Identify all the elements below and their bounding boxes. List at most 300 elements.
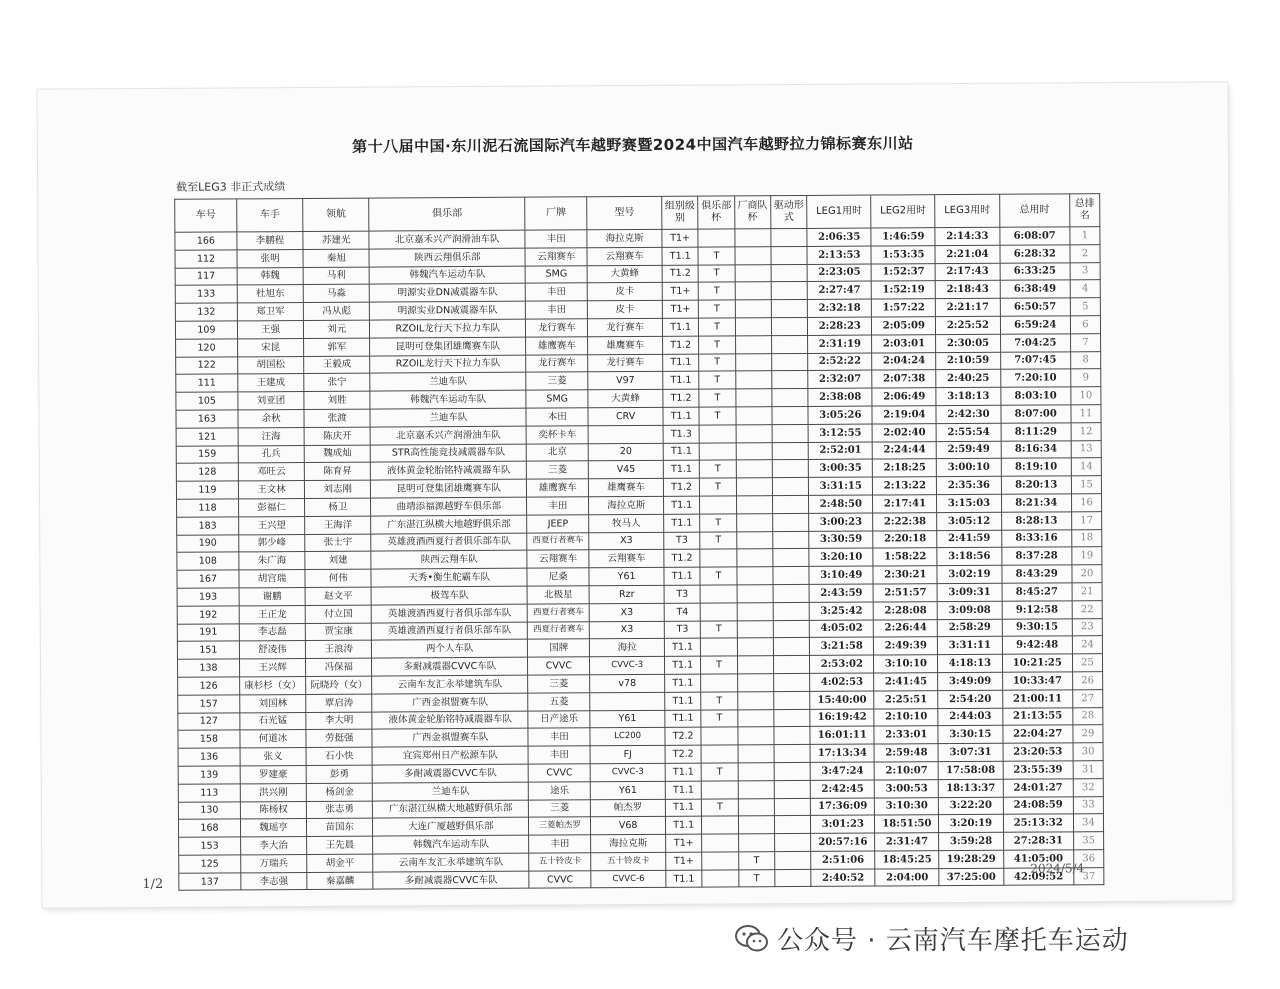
table-cell: Y61 — [589, 567, 664, 585]
table-cell: 何伟 — [305, 569, 371, 587]
table-cell: T1.3 — [663, 425, 699, 443]
table-cell — [772, 406, 808, 424]
table-cell: 2 — [1070, 244, 1100, 262]
table-cell: T1.1 — [665, 656, 701, 674]
table-cell: 16:01:11 — [810, 726, 874, 744]
table-cell: 9:30:15 — [1002, 618, 1073, 636]
table-cell: 2:38:08 — [808, 388, 872, 406]
table-cell: 3:01:23 — [811, 815, 875, 833]
table-cell: 龙行赛车 — [588, 354, 663, 372]
table-cell: 2:17:43 — [936, 263, 1000, 281]
table-cell: 郭少峰 — [239, 534, 305, 552]
table-cell — [737, 585, 773, 603]
table-cell: 3:18:56 — [937, 548, 1001, 566]
table-cell: T1.1 — [666, 870, 702, 888]
table-cell: 1:52:37 — [871, 263, 935, 281]
column-header: 领航 — [303, 198, 369, 231]
table-cell — [775, 851, 811, 869]
table-cell: 2:22:38 — [873, 512, 937, 530]
table-cell: 张志勇 — [307, 801, 373, 819]
table-cell: T2.2 — [665, 745, 701, 763]
table-cell: 126 — [178, 677, 240, 695]
column-header: LEG3用时 — [935, 194, 999, 227]
table-cell — [772, 478, 808, 496]
table-cell: T1.1 — [665, 781, 701, 799]
table-cell: 刘亚团 — [238, 392, 304, 410]
table-cell: 36 — [1074, 850, 1104, 868]
table-cell: 王兴望 — [239, 516, 305, 534]
table-cell: 杨剑金 — [306, 783, 372, 801]
table-cell: 奕杯卡车 — [526, 426, 588, 444]
table-cell — [772, 424, 808, 442]
table-cell: 李志强 — [241, 872, 307, 890]
table-cell — [698, 229, 734, 247]
table-cell: T — [699, 300, 735, 318]
table-cell: Y61 — [590, 781, 665, 799]
table-cell: 罗建豪 — [240, 765, 306, 783]
table-cell: 明源实业DN减震器车队 — [370, 284, 526, 303]
table-cell — [737, 620, 773, 638]
table-cell: 日产途乐 — [528, 710, 590, 728]
table-cell: T1.1 — [663, 354, 699, 372]
table-cell: 大黄蜂 — [588, 389, 663, 407]
table-cell: 22 — [1072, 600, 1102, 618]
table-cell: 24:08:59 — [1003, 796, 1074, 814]
table-cell: 1:46:59 — [871, 228, 935, 246]
table-cell: 119 — [176, 481, 238, 499]
table-cell: 英雄渡酒西夏行者俱乐部车队 — [372, 604, 528, 623]
table-cell: 韩魏 — [237, 267, 303, 285]
table-cell: 8:43:29 — [1001, 565, 1072, 583]
table-cell: 8:20:13 — [1001, 476, 1072, 494]
table-cell — [774, 727, 810, 745]
table-cell: 2:41:45 — [874, 673, 938, 691]
table-cell: CVVC-6 — [591, 870, 666, 888]
table-cell — [702, 781, 738, 799]
table-cell: 18:13:37 — [939, 779, 1003, 797]
table-cell: 22:04:27 — [1002, 725, 1073, 743]
table-cell: 2:41:59 — [937, 530, 1001, 548]
table-cell: 刘志刚 — [305, 480, 371, 498]
table-cell: 邓旺云 — [238, 463, 304, 481]
table-cell: 刘元 — [304, 320, 370, 338]
table-cell: 20 — [588, 443, 663, 461]
table-cell — [773, 513, 809, 531]
table-cell: 雄鹰赛车 — [589, 478, 664, 496]
table-cell — [773, 602, 809, 620]
table-cell: 112 — [175, 250, 237, 268]
table-cell: Y61 — [590, 710, 665, 728]
table-cell: 3:20:10 — [809, 548, 873, 566]
table-cell: 北极星 — [527, 586, 589, 604]
table-cell: 3:12:55 — [808, 424, 872, 442]
table-cell: 1:57:22 — [872, 299, 936, 317]
table-cell: 刘胜 — [304, 391, 370, 409]
table-cell: T — [700, 478, 736, 496]
table-cell: 彭福仁 — [238, 498, 304, 516]
table-cell: 丰田 — [528, 728, 590, 746]
table-cell: T — [700, 514, 736, 532]
table-cell: 168 — [178, 819, 240, 837]
table-cell: 张明 — [237, 249, 303, 267]
table-cell — [738, 816, 774, 834]
table-cell: 阮晓玲（女） — [306, 676, 372, 694]
table-cell: 6:33:25 — [1000, 262, 1071, 280]
table-cell — [736, 407, 772, 425]
wechat-logo-icon — [735, 924, 769, 954]
column-header: 总用时 — [999, 194, 1070, 227]
table-cell: 兰迪车队 — [370, 408, 526, 427]
table-cell: 云翔赛车 — [587, 247, 662, 265]
table-cell: 2:55:54 — [936, 423, 1000, 441]
table-cell — [702, 870, 738, 888]
table-cell: 7:04:25 — [1000, 334, 1071, 352]
document-date: 2024/5/4 — [1030, 861, 1085, 876]
table-cell: 3:07:31 — [938, 743, 1002, 761]
table-cell — [772, 353, 808, 371]
table-cell: 2:13:22 — [873, 477, 937, 495]
table-cell: 2:05:09 — [872, 317, 936, 335]
table-cell: 王建成 — [238, 374, 304, 392]
column-header: 厂牌 — [525, 197, 587, 230]
table-cell: 龙行赛车 — [526, 354, 588, 372]
table-cell: 云南车友汇永举建筑车队 — [373, 853, 529, 872]
table-cell: 三菱 — [526, 372, 588, 390]
table-cell — [737, 709, 773, 727]
table-cell: T — [701, 692, 737, 710]
table-cell: T — [701, 709, 737, 727]
table-cell: 2:13:53 — [807, 246, 871, 264]
table-cell — [701, 745, 737, 763]
table-cell — [736, 513, 772, 531]
table-cell: CVVC — [528, 764, 590, 782]
table-cell: 118 — [177, 499, 239, 517]
table-cell: 丰田 — [526, 283, 588, 301]
table-cell — [774, 780, 810, 798]
table-cell — [771, 282, 807, 300]
table-cell: 2:35:36 — [937, 476, 1001, 494]
table-cell: 苗国东 — [307, 818, 373, 836]
table-cell: 6 — [1070, 316, 1100, 334]
table-cell: T — [700, 567, 736, 585]
table-cell: 赵文平 — [305, 587, 371, 605]
table-cell: 28 — [1073, 707, 1103, 725]
table-cell — [701, 638, 737, 656]
table-cell: 宜宾郑州日产松源车队 — [372, 746, 528, 765]
table-cell: T3 — [664, 585, 700, 603]
table-cell: 1:58:22 — [873, 548, 937, 566]
table-cell: T1.1 — [665, 710, 701, 728]
table-cell: 2:14:33 — [935, 227, 999, 245]
table-cell: T3 — [664, 621, 700, 639]
table-cell: 西夏行者赛车 — [528, 621, 590, 639]
table-cell: 2:53:02 — [810, 655, 874, 673]
column-header: 型号 — [587, 196, 662, 229]
table-cell: 广西金祺盟赛车队 — [372, 693, 528, 712]
table-cell: 马淼 — [303, 285, 369, 303]
table-cell: 17 — [1072, 511, 1102, 529]
table-cell: 17:36:09 — [811, 798, 875, 816]
table-cell: CRV — [588, 407, 663, 425]
table-cell: X3 — [589, 532, 664, 550]
table-cell: 9:42:48 — [1002, 636, 1073, 654]
table-cell: 105 — [176, 392, 238, 410]
table-cell: 3:05:12 — [937, 512, 1001, 530]
table-cell: 21:13:55 — [1002, 707, 1073, 725]
table-cell — [773, 549, 809, 567]
table-cell: 魏瑶亨 — [240, 819, 306, 837]
table-cell: T — [699, 336, 735, 354]
table-cell: T1+ — [666, 852, 702, 870]
table-cell: 多耐减震器CVVC车队 — [372, 657, 528, 676]
table-cell: 丰田 — [529, 835, 591, 853]
table-cell: 2:30:21 — [873, 566, 937, 584]
table-cell: 3:00:23 — [809, 513, 873, 531]
table-cell — [772, 442, 808, 460]
table-cell: 牧马人 — [589, 514, 664, 532]
table-cell — [735, 229, 771, 247]
table-cell — [738, 834, 774, 852]
table-cell: 2:10:07 — [874, 762, 938, 780]
table-cell: CVVC-3 — [590, 656, 665, 674]
table-cell — [588, 425, 663, 443]
table-cell: 2:21:17 — [936, 298, 1000, 316]
column-header: 总排名 — [1070, 194, 1100, 227]
table-cell: 秦旭 — [303, 249, 369, 267]
table-cell: 韩魏汽车运动车队 — [373, 835, 529, 854]
table-cell: 陈育昇 — [304, 462, 370, 480]
table-cell — [735, 264, 771, 282]
table-cell: 杨卫 — [305, 498, 371, 516]
table-cell: T1.1 — [663, 371, 699, 389]
table-cell: LC200 — [590, 728, 665, 746]
table-cell: 王文林 — [238, 481, 304, 499]
table-cell: 3 — [1070, 262, 1100, 280]
table-cell: T1.2 — [662, 265, 698, 283]
table-cell: 2:26:44 — [874, 619, 938, 637]
table-cell: 西夏行者赛车 — [527, 604, 589, 622]
table-cell: 2:25:52 — [936, 316, 1000, 334]
table-cell: 王先晨 — [307, 836, 373, 854]
table-cell: T1.1 — [665, 692, 701, 710]
table-cell: 魏成灿 — [304, 445, 370, 463]
table-cell: 13 — [1071, 440, 1101, 458]
table-cell: 16 — [1071, 494, 1101, 512]
table-cell: 2:43:59 — [809, 584, 873, 602]
table-cell: V45 — [589, 461, 664, 479]
table-cell — [700, 603, 736, 621]
table-cell — [737, 674, 773, 692]
table-cell: 丰田 — [527, 497, 589, 515]
table-cell: 五十铃皮卡 — [591, 852, 666, 870]
table-cell: 4:05:02 — [810, 620, 874, 638]
table-cell: STR高性能竞技减震器车队 — [371, 444, 527, 463]
table-cell: 张渡 — [304, 409, 370, 427]
table-cell — [735, 335, 771, 353]
table-cell: 3:47:24 — [810, 762, 874, 780]
table-cell: 8:19:10 — [1001, 458, 1072, 476]
table-cell: 2:20:18 — [873, 530, 937, 548]
table-cell: 英雄渡酒西夏行者俱乐部车队 — [372, 622, 528, 641]
table-cell — [774, 745, 810, 763]
table-cell: 4:02:53 — [810, 673, 874, 691]
table-cell: RZOIL龙行天下拉力车队 — [370, 355, 526, 374]
table-cell: CVVC — [529, 870, 591, 888]
watermark — [735, 920, 1129, 957]
table-cell: 8:45:27 — [1002, 583, 1073, 601]
table-cell: 159 — [176, 445, 238, 463]
table-cell: T1+ — [662, 282, 698, 300]
table-cell: 8:16:34 — [1001, 440, 1072, 458]
table-cell — [773, 620, 809, 638]
table-cell: 本田 — [526, 408, 588, 426]
table-cell — [702, 852, 738, 870]
table-cell: 166 — [175, 232, 237, 250]
table-cell: T1.2 — [664, 549, 700, 567]
table-cell: 9 — [1071, 369, 1101, 387]
table-cell: 尼桑 — [527, 568, 589, 586]
table-cell — [735, 353, 771, 371]
table-cell: 洪兴刚 — [240, 783, 306, 801]
table-cell: 2:10:10 — [874, 708, 938, 726]
table-cell: T1.2 — [663, 478, 699, 496]
table-cell: T — [699, 353, 735, 371]
table-cell: 3:18:13 — [936, 387, 1000, 405]
table-cell: T1.1 — [663, 460, 699, 478]
table-cell — [735, 246, 771, 264]
table-cell: T — [701, 620, 737, 638]
table-cell: T1+ — [666, 834, 702, 852]
table-cell — [773, 567, 809, 585]
table-cell — [736, 442, 772, 460]
table-cell: 133 — [175, 285, 237, 303]
table-cell: 37:25:00 — [939, 868, 1003, 886]
table-cell: 2:40:25 — [936, 370, 1000, 388]
table-cell: 29 — [1073, 725, 1103, 743]
table-cell: 17:58:08 — [939, 761, 1003, 779]
table-cell — [735, 300, 771, 318]
table-cell: 多耐减震器CVVC车队 — [373, 764, 529, 783]
table-cell: 2:18:25 — [873, 459, 937, 477]
table-cell: 三菱 — [529, 799, 591, 817]
table-cell: 138 — [177, 659, 239, 677]
table-cell: 27 — [1073, 689, 1103, 707]
table-cell: 郑卫军 — [237, 303, 303, 321]
table-cell: 23:20:53 — [1003, 743, 1074, 761]
table-cell: SMG — [526, 390, 588, 408]
table-cell — [773, 584, 809, 602]
table-cell: 17:13:34 — [810, 744, 874, 762]
table-cell: 兰迪车队 — [370, 373, 526, 392]
table-cell: T — [701, 763, 737, 781]
table-cell: 2:48:50 — [809, 495, 873, 513]
table-cell: RZOIL龙行天下拉力车队 — [370, 319, 526, 338]
document-sheet — [38, 82, 1233, 907]
table-cell: 191 — [177, 623, 239, 641]
table-body — [175, 227, 1104, 891]
table-cell: 193 — [177, 588, 239, 606]
table-cell: 杜旭东 — [237, 285, 303, 303]
table-cell: 李大治 — [241, 837, 307, 855]
table-cell: 广西金祺盟赛车队 — [372, 728, 528, 747]
table-cell: 云翔赛车 — [525, 248, 587, 266]
table-cell: 3:00:53 — [875, 779, 939, 797]
table-cell: 30 — [1073, 743, 1103, 761]
table-cell — [771, 246, 807, 264]
table-cell: 秦嘉麟 — [307, 872, 373, 890]
table-cell: 18:45:25 — [875, 851, 939, 869]
table-cell: T1.1 — [662, 247, 698, 265]
table-cell: 韩魏汽车运动车队 — [370, 390, 526, 409]
table-cell: T1.1 — [662, 318, 698, 336]
table-cell: 33 — [1073, 796, 1103, 814]
table-cell: 2:24:44 — [873, 441, 937, 459]
table-cell: 胡金平 — [307, 854, 373, 872]
table-cell: 18:51:50 — [875, 815, 939, 833]
table-cell: 3:30:15 — [938, 726, 1002, 744]
table-cell: 3:20:19 — [939, 815, 1003, 833]
table-cell: 153 — [179, 837, 241, 855]
table-cell: 3:00:35 — [809, 459, 873, 477]
table-cell: 三菱 — [527, 461, 589, 479]
table-cell — [701, 674, 737, 692]
table-cell: 舒凌伟 — [239, 641, 305, 659]
table-cell: 26 — [1073, 672, 1103, 690]
table-cell: 昆明可登集团雄鹰赛车队 — [371, 479, 527, 498]
watermark-text: 公众号 · 云南汽车摩托车运动 — [777, 926, 1129, 956]
table-cell: 2:06:35 — [807, 228, 871, 246]
table-cell: 陕西云翔俱乐部 — [369, 248, 525, 267]
table-cell: 五菱 — [528, 692, 590, 710]
table-cell — [736, 531, 772, 549]
table-cell: 英雄渡酒西夏行者俱乐部车队 — [371, 533, 527, 552]
table-cell: 马利 — [303, 267, 369, 285]
table-cell — [772, 371, 808, 389]
table-cell: 胡国松 — [238, 356, 304, 374]
table-cell: T1.1 — [665, 816, 701, 834]
table-cell: 3:10:10 — [874, 655, 938, 673]
table-cell: 劳挺强 — [306, 729, 372, 747]
table-cell: 3:05:26 — [808, 406, 872, 424]
table-cell: T1.1 — [665, 763, 701, 781]
column-header: LEG2用时 — [871, 195, 935, 228]
table-cell: T1.1 — [665, 674, 701, 692]
table-cell: 雄鹰赛车 — [588, 336, 663, 354]
table-cell: 163 — [176, 410, 238, 428]
table-cell — [774, 709, 810, 727]
table-cell: 云南车友汇永举建筑车队 — [372, 675, 528, 694]
table-cell: 五十铃皮卡 — [529, 853, 591, 871]
table-cell — [737, 602, 773, 620]
table-cell: 天秀•衡生舵霸车队 — [371, 568, 527, 587]
table-cell — [702, 834, 738, 852]
table-cell: 2:51:57 — [873, 584, 937, 602]
table-cell: 158 — [178, 730, 240, 748]
table-cell: 王正龙 — [239, 605, 305, 623]
table-cell: 皮卡 — [588, 301, 663, 319]
table-cell: 27:28:31 — [1003, 832, 1074, 850]
table-cell: 31 — [1073, 761, 1103, 779]
table-cell — [738, 780, 774, 798]
table-cell: 3:31:15 — [809, 477, 873, 495]
table-cell: 20 — [1072, 565, 1102, 583]
table-cell: 15 — [1071, 476, 1101, 494]
table-cell: 谢鹏 — [239, 587, 305, 605]
table-cell: 32 — [1073, 778, 1103, 796]
table-cell: T3 — [664, 532, 700, 550]
table-cell: 海拉克斯 — [589, 496, 664, 514]
table-cell: 10:21:25 — [1002, 654, 1073, 672]
